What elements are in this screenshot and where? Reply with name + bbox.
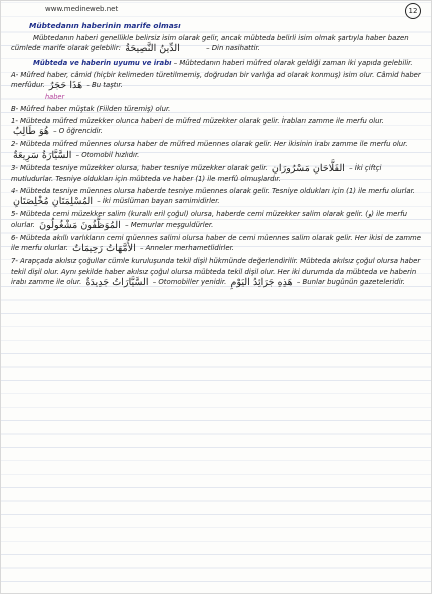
rule-b7-translation-2: Bunlar bugünün gazeteleridir.	[302, 278, 405, 287]
rule-b6-arabic: الأُمَّهَاتُ رَحِيمَاتٌ	[72, 243, 136, 255]
rule-b2-text: 2- Mübteda müfred müennes olursa haber de müfred müennes olarak gelir. Her ikisinin irabı zamme ile merfu olur.	[11, 140, 408, 149]
rule-b4-arabic: المُسْلِمَتَانِ مُخْلِصَتَانِ	[13, 196, 94, 208]
page-title: Mübtedanın haberinin marife olması	[29, 21, 181, 30]
rule-b7-text: 7- Arapçada akılsız çoğullar cümle kuruluşunda tekil dişil hükmünde değerlendirilir. Mübteda akılsız çoğul olursa haber tekil dişil olur. Aynı şekilde haber akılsız çoğul olursa mübteda tekil dişil olur. Her iki durumda da mübteda ve haberin irabı zamme ile olur.	[11, 257, 421, 287]
rule-a: A- Müfred haber, câmid (hiçbir kelimeden türetilmemiş, doğrudan bir varlığa ad olarak konmuş) isim olur. Câmid haber merfûdur. هَذَا حَجَرٌ – Bu taştır.	[11, 71, 421, 92]
rule-b5-translation: Memurlar meşguldürler.	[130, 220, 214, 229]
rule-b6-text: 6- Mübteda akıllı varlıkların cemi müennes salimi olursa haber de cemi müennes salim olarak gelir. Her ikisi de zamme ile merfu olurlar.	[11, 233, 422, 253]
rule-b1-arabic: هُوَ طَالِبٌ	[13, 126, 49, 138]
rule-b2-arabic: السَّيَّارَةُ سَرِيعَةٌ	[13, 149, 72, 161]
rule-a-arabic: هَذَا حَجَرٌ	[48, 80, 83, 92]
intro-translation: Din nasihattir.	[211, 44, 260, 53]
rule-b3-text: 3- Mübteda tesniye müzekker olursa, haber tesniye müzekker olarak gelir.	[11, 163, 268, 172]
rule-b4: 4- Mübteda tesniye müennes olursa haberde tesniye müennes olarak gelir. Tesniye oldukları için (1) ile merfu olurlar. المُسْلِمَتَانِ مُخْلِصَتَانِ – İki müslüman bayan samimidirler.	[11, 187, 415, 208]
intro-text: Mübtedanın haberi genellikle belirsiz isim olarak gelir, ancak mübteda belirli isim olmak şartıyla haber bazen cümlede marife olarak gelebilir:	[11, 34, 409, 53]
rule-b7-arabic-2: هَذِهِ جَرَائِدُ اليَوْمِ	[230, 277, 293, 289]
rule-b7-arabic-1: السَّيَّارَاتُ جَدِيدَةٌ	[85, 277, 149, 289]
page-number: 12	[405, 3, 421, 19]
rule-b	[11, 104, 421, 114]
section-paragraph: Mübteda ve haberin uyumu ve irabı – Mübtedanın haberi müfred olarak geldiği zaman iki yapıda gelebilir.	[33, 59, 413, 67]
rule-b2: 2- Mübteda müfred müennes olursa haber de müfred müennes olarak gelir. Her ikisinin irabı zamme ile merfu olur. السَّيَّارَةُ سَرِيعَةٌ – Otomobil hızlıdır.	[11, 140, 408, 161]
rule-b1: 1- Mübteda müfred müzekker olunca haberi de müfred müzekker olarak gelir. İrabları zamme ile merfu olur. هُوَ طَالِبٌ – O öğrencidir.	[11, 116, 384, 138]
section-title: Mübteda ve haberin uyumu ve irabı	[33, 59, 172, 67]
rule-b5-arabic: المُوَظَّفُونَ مَشْغُولُونَ	[39, 219, 121, 231]
rule-b6-translation: Anneler merhametlidirler.	[145, 244, 234, 253]
intro-arabic: الدِّينُ النَّصِيحَةُ	[125, 43, 180, 55]
haber-annotation: haber	[45, 93, 65, 102]
rule-b7: 7- Arapçada akılsız çoğullar cümle kuruluşunda tekil dişil hükmünde değerlendirilir. Mübteda akılsız çoğul olursa haber tekil dişil olur. Aynı şekilde haber akılsız çoğul olursa mübteda tekil dişil olur. Her iki durumda da mübteda ve haberin irabı zamme ile olur. السَّيَّارَاتُ جَدِيدَةٌ – Otomobiller yenidir. هَذِهِ جَرَائِدُ اليَوْمِ – Bunlar bugünün gazeteleridir.	[11, 257, 421, 289]
rule-a-text: A- Müfred haber, câmid (hiçbir kelimeden türetilmemiş, doğrudan bir varlığa ad olarak konmuş) isim olur. Câmid haber merfûdur.	[11, 71, 421, 90]
rule-b6: 6- Mübteda akıllı varlıkların cemi müennes salimi olursa haber de cemi müennes salim olarak gelir. Her ikisi de zamme ile merfu olurlar. الأُمَّهَاتُ رَحِيمَاتٌ – Anneler merhametlidirler.	[11, 233, 422, 255]
rule-b3-arabic: الفَلَّاحَانِ مَسْرُورَانِ	[271, 162, 345, 174]
rule-b4-translation: İki müslüman bayan samimidirler.	[102, 197, 220, 206]
rule-b5: 5- Mübteda cemi müzekker salim (kurallı eril çoğul) olursa, haberde cemi müzekker salim olarak gelir. (و) ile merfu olurlar. المُوَظَّفُونَ مَشْغُولُونَ – Memurlar meşguldürler.	[11, 210, 407, 231]
section-intro: Mübtedanın haberi müfred olarak geldiği zaman iki yapıda gelebilir.	[179, 59, 413, 67]
intro-paragraph: Mübtedanın haberi genellikle belirsiz isim olarak gelir, ancak mübteda belirli isim olmak şartıyla haber bazen cümlede marife olarak gelebilir: الدِّينُ النَّصِيحَةُ – Din nasihattir.	[11, 34, 409, 55]
rule-b-text: B- Müfred haber müştak (Fiilden türemiş) olur.	[11, 104, 171, 113]
rule-b1-text: 1- Mübteda müfred müzekker olunca haberi de müfred müzekker olarak gelir. İrabları zamme ile merfu olur.	[11, 116, 384, 125]
rule-a-translation: Bu taştır.	[91, 81, 123, 90]
rule-b2-translation: Otomobil hızlıdır.	[81, 150, 140, 159]
rule-b3: 3- Mübteda tesniye müzekker olursa, haber tesniye müzekker olarak gelir. الفَلَّاحَانِ مَسْرُورَانِ – İki çiftçi mutludurlar. Tesniye oldukları için mübteda ve haber (1) ile merfû olmuşlardır.	[11, 162, 382, 184]
rule-b4-text: 4- Mübteda tesniye müennes olursa haberde tesniye müennes olarak gelir. Tesniye oldukları için (1) ile merfu olurlar.	[11, 187, 415, 196]
rule-b5-text: 5- Mübteda cemi müzekker salim (kurallı eril çoğul) olursa, haberde cemi müzekker salim olarak gelir. (و) ile merfu olurlar.	[11, 210, 407, 229]
rule-b1-translation: O öğrencidir.	[58, 127, 103, 136]
rule-b3-translation: İki çiftçi mutludurlar. Tesniye oldukları için mübteda ve haber (1) ile merfû olmuşlardır.	[11, 163, 382, 184]
page-content	[11, 21, 421, 593]
site-url: www.medineweb.net	[45, 5, 119, 13]
rule-b7-translation-1: Otomobiller yenidir.	[158, 278, 227, 287]
